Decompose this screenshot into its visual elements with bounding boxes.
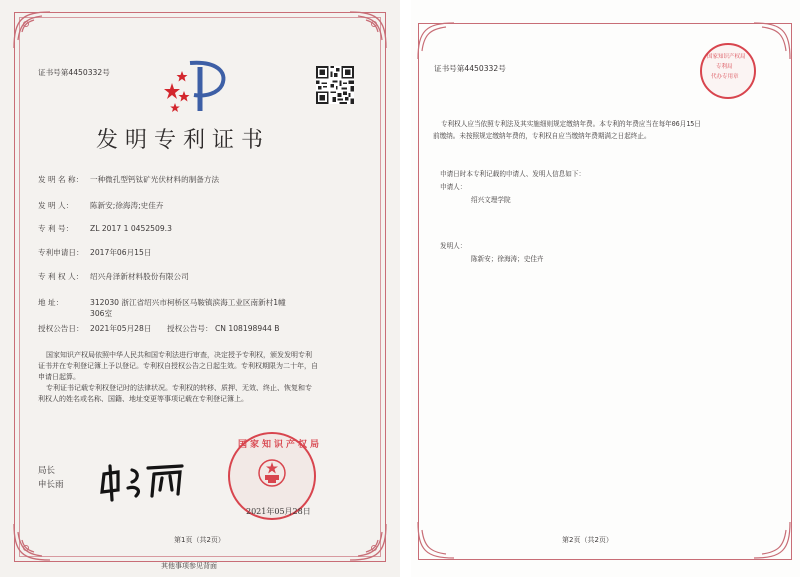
director-name: 申长雨 — [38, 480, 64, 490]
corner-ornament-icon — [348, 522, 388, 562]
invention-name-label: 发 明 名 称： — [38, 175, 84, 184]
qr-code-icon — [316, 66, 354, 104]
info-intro: 申请日时本专利记载的申请人、发明人信息如下： — [440, 170, 586, 178]
pub-number-value: CN 108198944 B — [215, 324, 280, 333]
record-paragraph-line: 专利证书记载专利权登记时的法律状况。专利权的转移、质押、无效、终止、恢复和专 — [46, 384, 312, 392]
grant-paragraph-line: 国家知识产权局依照中华人民共和国专利法进行审查，决定授予专利权，颁发发明专利 — [46, 351, 312, 359]
stamp-line-2: 专利局 — [716, 64, 733, 70]
grant-paragraph-line: 证书并在专利登记簿上予以登记。专利权自授权公告之日起生效。专利权期限为二十年，自 — [38, 362, 318, 370]
stamp-line-1: 国家知识产权局 — [707, 54, 746, 60]
director-title: 局长 — [38, 466, 56, 476]
page-frame — [418, 23, 792, 560]
certificate-number: 证书号第4450332号 — [434, 64, 506, 73]
inventor-value: 陈新安；徐海涛；史佳卉 — [471, 255, 544, 263]
applicant-label: 申请人： — [440, 183, 467, 191]
page-indicator: 第2页（共2页） — [562, 536, 613, 544]
address-value-line2: 306室 — [90, 309, 113, 318]
seal-date: 2021年05月28日 — [246, 507, 311, 516]
record-paragraph-line: 利权人的姓名或名称、国籍、地址变更等事项记载在专利登记簿上。 — [38, 395, 248, 403]
filing-date-value: 2017年06月15日 — [90, 248, 152, 257]
seal-text: 国家知识产权局 — [238, 440, 323, 450]
inventor-label: 发 明 人： — [38, 201, 74, 210]
pub-number-label: 授权公告号： — [167, 324, 213, 333]
patent-number-value: ZL 2017 1 0452509.3 — [90, 224, 172, 233]
annual-fee-line: 专利权人应当依照专利法及其实施细则规定缴纳年费。本专利的年费应当在每年06月15日 — [441, 120, 701, 128]
corner-ornament-icon — [752, 520, 792, 560]
applicant-value: 绍兴文理学院 — [471, 196, 511, 204]
footer-note: 其他事项参见背面 — [161, 562, 217, 570]
address-value: 312030 浙江省绍兴市柯桥区马鞍镇滨海工业区南新村1幢 — [90, 298, 286, 307]
grant-paragraph-line: 申请日起算。 — [38, 373, 80, 381]
corner-ornament-icon — [348, 10, 388, 50]
corner-ornament-icon — [752, 21, 792, 61]
auth-date-value: 2021年05月28日 — [90, 324, 152, 333]
corner-ornament-icon — [416, 520, 456, 560]
patentee-label: 专 利 权 人： — [38, 272, 84, 281]
filing-date-label: 专利申请日： — [38, 248, 84, 257]
cnipa-logo-icon — [160, 57, 240, 115]
national-emblem-icon — [257, 458, 287, 488]
stamp-line-3: 代办专用章 — [711, 74, 739, 80]
page-indicator: 第1页（共2页） — [174, 536, 225, 544]
agency-stamp — [700, 43, 756, 99]
inventor-value: 陈新安;徐海涛;史佳卉 — [90, 201, 164, 210]
director-signature-icon — [96, 460, 192, 504]
auth-date-label: 授权公告日： — [38, 324, 84, 333]
certificate-page-2 — [411, 0, 800, 577]
address-label: 地 址： — [38, 298, 64, 307]
inventor-label: 发明人： — [440, 242, 467, 250]
annual-fee-line: 前缴纳。未按照规定缴纳年费的，专利权自应当缴纳年费期满之日起终止。 — [433, 132, 651, 140]
certificate-number: 证书号第4450332号 — [38, 68, 110, 77]
invention-name-value: 一种微孔型钙钛矿光伏材料的制备方法 — [90, 175, 220, 184]
corner-ornament-icon — [416, 21, 456, 61]
patentee-value: 绍兴舟泽新材料股份有限公司 — [90, 272, 189, 281]
certificate-title: 发明专利证书 — [96, 128, 271, 153]
corner-ornament-icon — [12, 522, 52, 562]
corner-ornament-icon — [12, 10, 52, 50]
patent-number-label: 专 利 号： — [38, 224, 74, 233]
